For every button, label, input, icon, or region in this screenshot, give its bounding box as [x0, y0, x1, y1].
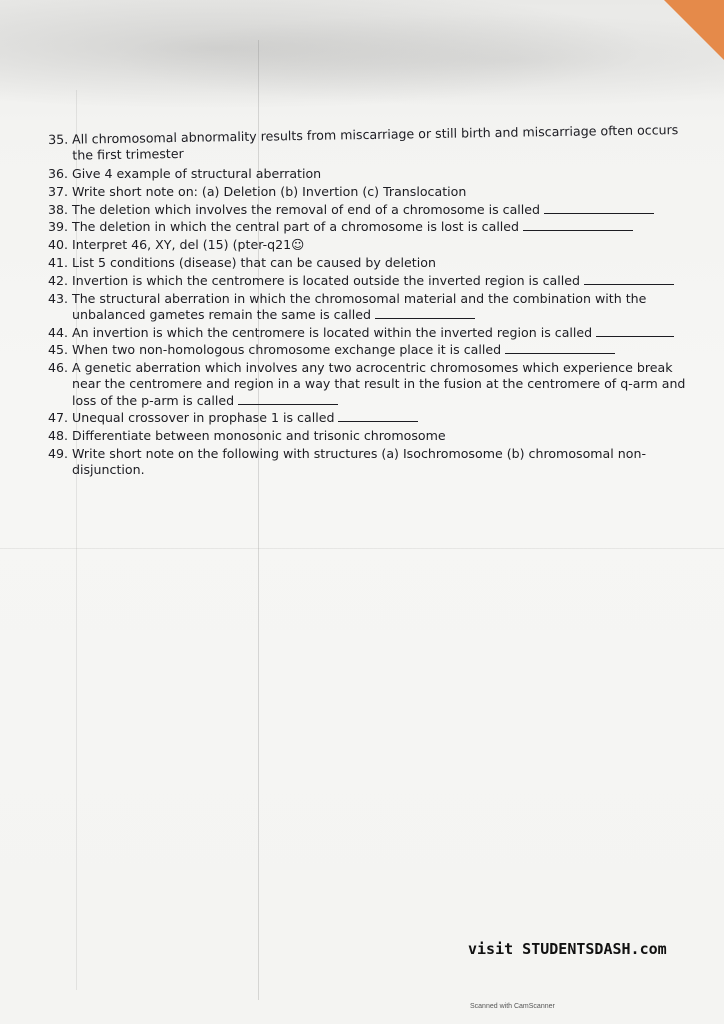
- answer-blank: [338, 411, 418, 422]
- question-item: [48, 360, 688, 409]
- question-number: 40.: [48, 237, 69, 253]
- question-item: [48, 428, 688, 444]
- question-text: The structural aberration in which the chromosomal material and the combination with the unbalanced gametes remain the same is called: [72, 290, 647, 322]
- question-text: Give 4 example of structural aberration: [72, 166, 322, 181]
- question-text: A genetic aberration which involves any two acrocentric chromosomes which experience break near the centromere and region in a way that result in the fusion at the centromere of q-arm and loss of the p-arm is called: [72, 360, 686, 408]
- question-text: An invertion is which the centromere is located within the inverted region is called: [72, 324, 593, 340]
- question-item: [48, 219, 688, 235]
- question-text: Differentiate between monosonic and trisonic chromosome: [72, 428, 446, 444]
- question-text: Invertion is which the centromere is located outside the inverted region is called: [72, 272, 581, 288]
- question-item: [48, 202, 688, 218]
- scan-noise: [0, 0, 724, 120]
- question-text: The deletion which involves the removal of end of a chromosome is called: [72, 201, 541, 217]
- question-item: [48, 446, 688, 478]
- question-item: [48, 291, 688, 323]
- question-number: 45.: [48, 342, 69, 358]
- question-number: 37.: [48, 183, 69, 199]
- paper-corner: [664, 0, 724, 60]
- question-item: [48, 410, 688, 426]
- question-text: List 5 conditions (disease) that can be caused by deletion: [72, 254, 436, 270]
- question-item: [48, 122, 688, 164]
- question-number: 48.: [48, 428, 69, 444]
- question-number: 49.: [48, 445, 69, 461]
- answer-blank: [596, 326, 674, 337]
- question-item: [48, 325, 688, 341]
- scanner-credit: Scanned with CamScanner: [470, 1003, 555, 1010]
- question-list: [48, 122, 688, 480]
- watermark-text: visit STUDENTSDASH.com: [468, 940, 667, 958]
- question-item: [48, 342, 688, 358]
- fold-crease: [0, 548, 724, 549]
- question-item: [48, 184, 688, 200]
- question-number: 42.: [48, 272, 69, 288]
- question-number: 36.: [48, 166, 69, 181]
- question-item: [48, 255, 688, 271]
- question-number: 35.: [48, 131, 69, 147]
- question-text: The deletion in which the central part of a chromosome is lost is called: [72, 219, 520, 235]
- answer-blank: [523, 220, 633, 231]
- question-number: 43.: [48, 290, 69, 306]
- question-item: [48, 237, 688, 253]
- answer-blank: [505, 343, 615, 354]
- question-number: 39.: [48, 219, 69, 235]
- question-number: 41.: [48, 254, 69, 270]
- question-number: 44.: [48, 324, 69, 340]
- question-text: Unequal crossover in prophase 1 is called: [72, 410, 335, 426]
- question-text: All chromosomal abnormality results from miscarriage or still birth and miscarriage often occurs the first trimester: [71, 122, 679, 163]
- question-number: 38.: [48, 201, 69, 217]
- question-text: Write short note on the following with structures (a) Isochromosome (b) chromosomal non-disjunction.: [72, 445, 646, 478]
- question-item: [48, 273, 688, 289]
- question-number: 47.: [48, 410, 69, 426]
- question-item: [48, 166, 688, 182]
- answer-blank: [584, 274, 674, 285]
- question-number: 46.: [48, 360, 69, 376]
- question-text: Write short note on: (a) Deletion (b) Invertion (c) Translocation: [72, 183, 467, 199]
- answer-blank: [375, 308, 475, 319]
- question-text: Interpret 46, XY, del (15) (pter-q21☺: [72, 237, 305, 253]
- question-text: When two non-homologous chromosome exchange place it is called: [72, 342, 502, 358]
- answer-blank: [544, 203, 654, 214]
- answer-blank: [238, 394, 338, 405]
